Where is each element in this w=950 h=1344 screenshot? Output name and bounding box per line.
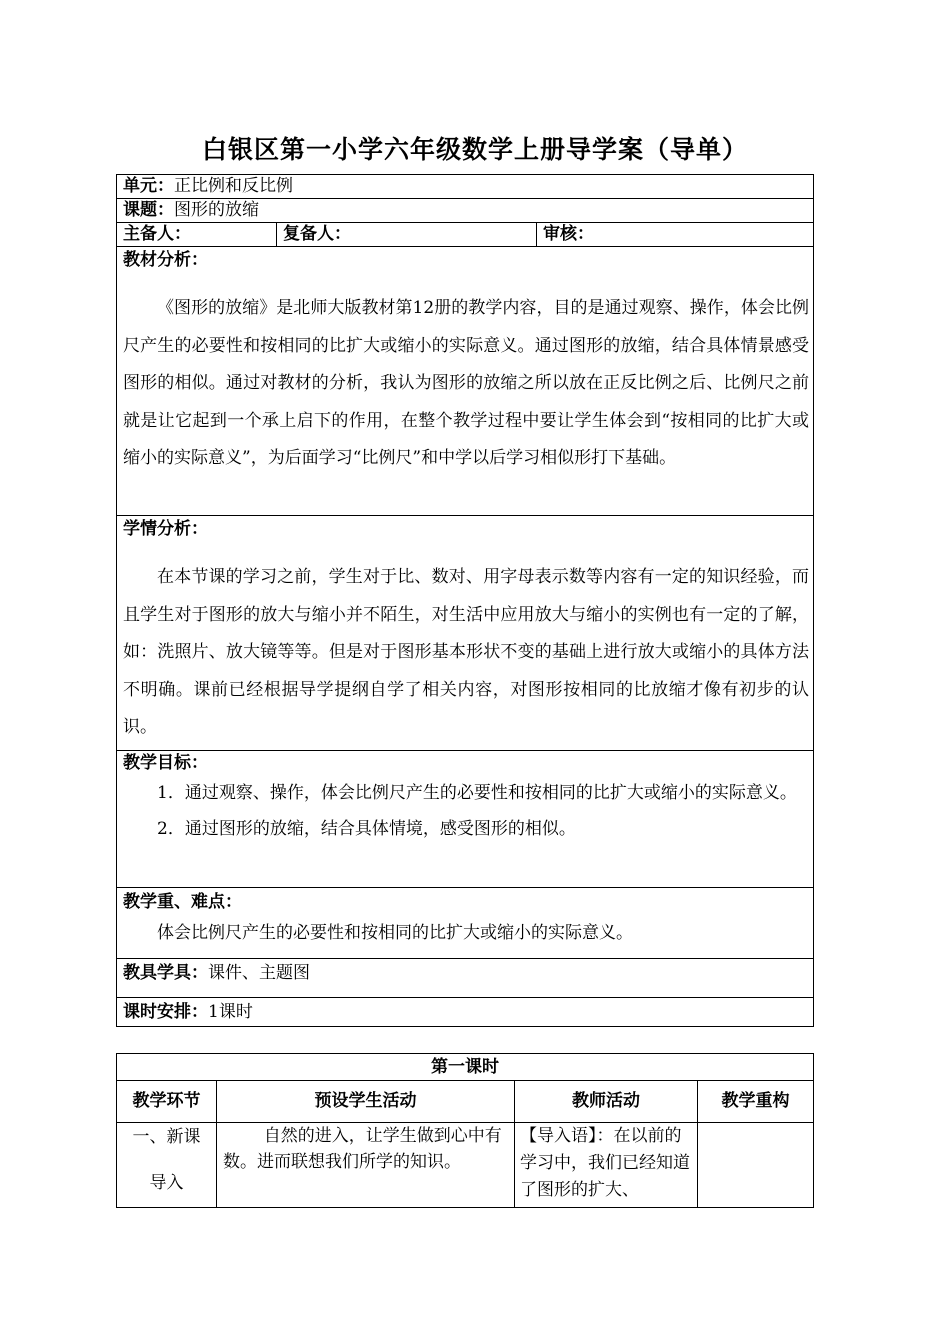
stage-line-2: 导入 <box>149 1173 184 1193</box>
preparers-row <box>117 223 814 247</box>
document-title: 白银区第一小学六年级数学上册导学案（导单） <box>201 135 748 164</box>
schedule-row <box>117 998 814 1027</box>
schedule-value: 1课时 <box>208 1002 253 1022</box>
student-analysis-row <box>117 516 814 751</box>
objectives-label: 教学目标： <box>123 753 208 773</box>
objectives-row <box>117 751 814 888</box>
objective-item: 2．通过图形的放缩，结合具体情境，感受图形的相似。 <box>157 819 576 839</box>
tools-label: 教具学具： <box>123 963 208 983</box>
topic-label: 课题： <box>123 200 174 220</box>
key-points-text: 体会比例尺产生的必要性和按相同的比扩大或缩小的实际意义。 <box>157 923 633 943</box>
material-analysis-label: 教材分析： <box>123 250 208 270</box>
teacher-activity-text: 【导入语】：在以前的学习中，我们已经知道了图形的扩大、 <box>520 1126 690 1200</box>
material-analysis-text: 《图形的放缩》是北师大版教材第12册的教学内容，目的是通过观察、操作，体会比例尺产生的必要性和按相同的比扩大或缩小的实际意义。通过图形的放缩，结合具体情景感受图形的相似。通过对教材的分析，我认为图形的放缩之所以放在正反比例之后、比例尺之前就是让它起到一个承上启下的作用，在整个教学过程中要让学生体会到“按相同的比扩大或缩小的实际意义”，为后面学习“比例尺”和中学以后学习相似形打下基础。 <box>123 298 809 468</box>
key-points-label: 教学重、难点： <box>123 892 242 912</box>
student-activity-text: 自然的进入，让学生做到心中有数。进而联想我们所学的知识。 <box>223 1126 502 1172</box>
unit-value: 正比例和反比例 <box>174 176 293 196</box>
tools-value: 课件、主题图 <box>208 963 310 983</box>
schedule-label: 课时安排： <box>123 1002 208 1022</box>
lesson-title: 第一课时 <box>117 1054 814 1081</box>
topic-row <box>117 199 814 223</box>
unit-row <box>117 175 814 199</box>
lesson-info-table <box>116 174 814 1027</box>
reconstruction-cell <box>698 1123 814 1208</box>
stage-line-1: 一、新课 <box>132 1127 201 1147</box>
lesson-plan-table <box>116 1053 814 1208</box>
student-analysis-label: 学情分析： <box>123 519 208 539</box>
lesson-row-intro <box>117 1123 814 1208</box>
header-teacher-activity: 教师活动 <box>515 1081 698 1123</box>
secondary-preparer-label: 复备人： <box>277 223 537 247</box>
tools-row <box>117 959 814 998</box>
key-points-row <box>117 888 814 959</box>
lesson-header-row <box>117 1081 814 1123</box>
reviewer-label: 审核： <box>537 223 814 247</box>
unit-label: 单元： <box>123 176 174 196</box>
header-stage: 教学环节 <box>117 1081 217 1123</box>
header-student-activity: 预设学生活动 <box>217 1081 515 1123</box>
lesson-title-row <box>117 1054 814 1081</box>
material-analysis-row <box>117 247 814 516</box>
student-analysis-text: 在本节课的学习之前，学生对于比、数对、用字母表示数等内容有一定的知识经验，而且学生对于图形的放大与缩小并不陌生，对生活中应用放大与缩小的实例也有一定的了解，如：洗照片、放大镜等等。但是对于图形基本形状不变的基础上进行放大或缩小的具体方法不明确。课前已经根据导学提纲自学了相关内容，对图形按相同的比放缩才像有初步的认识。 <box>123 567 809 737</box>
header-reconstruction: 教学重构 <box>698 1081 814 1123</box>
topic-value: 图形的放缩 <box>174 200 259 220</box>
main-preparer-label: 主备人： <box>117 223 277 247</box>
objective-item: 1．通过观察、操作，体会比例尺产生的必要性和按相同的比扩大或缩小的实际意义。 <box>157 783 797 803</box>
